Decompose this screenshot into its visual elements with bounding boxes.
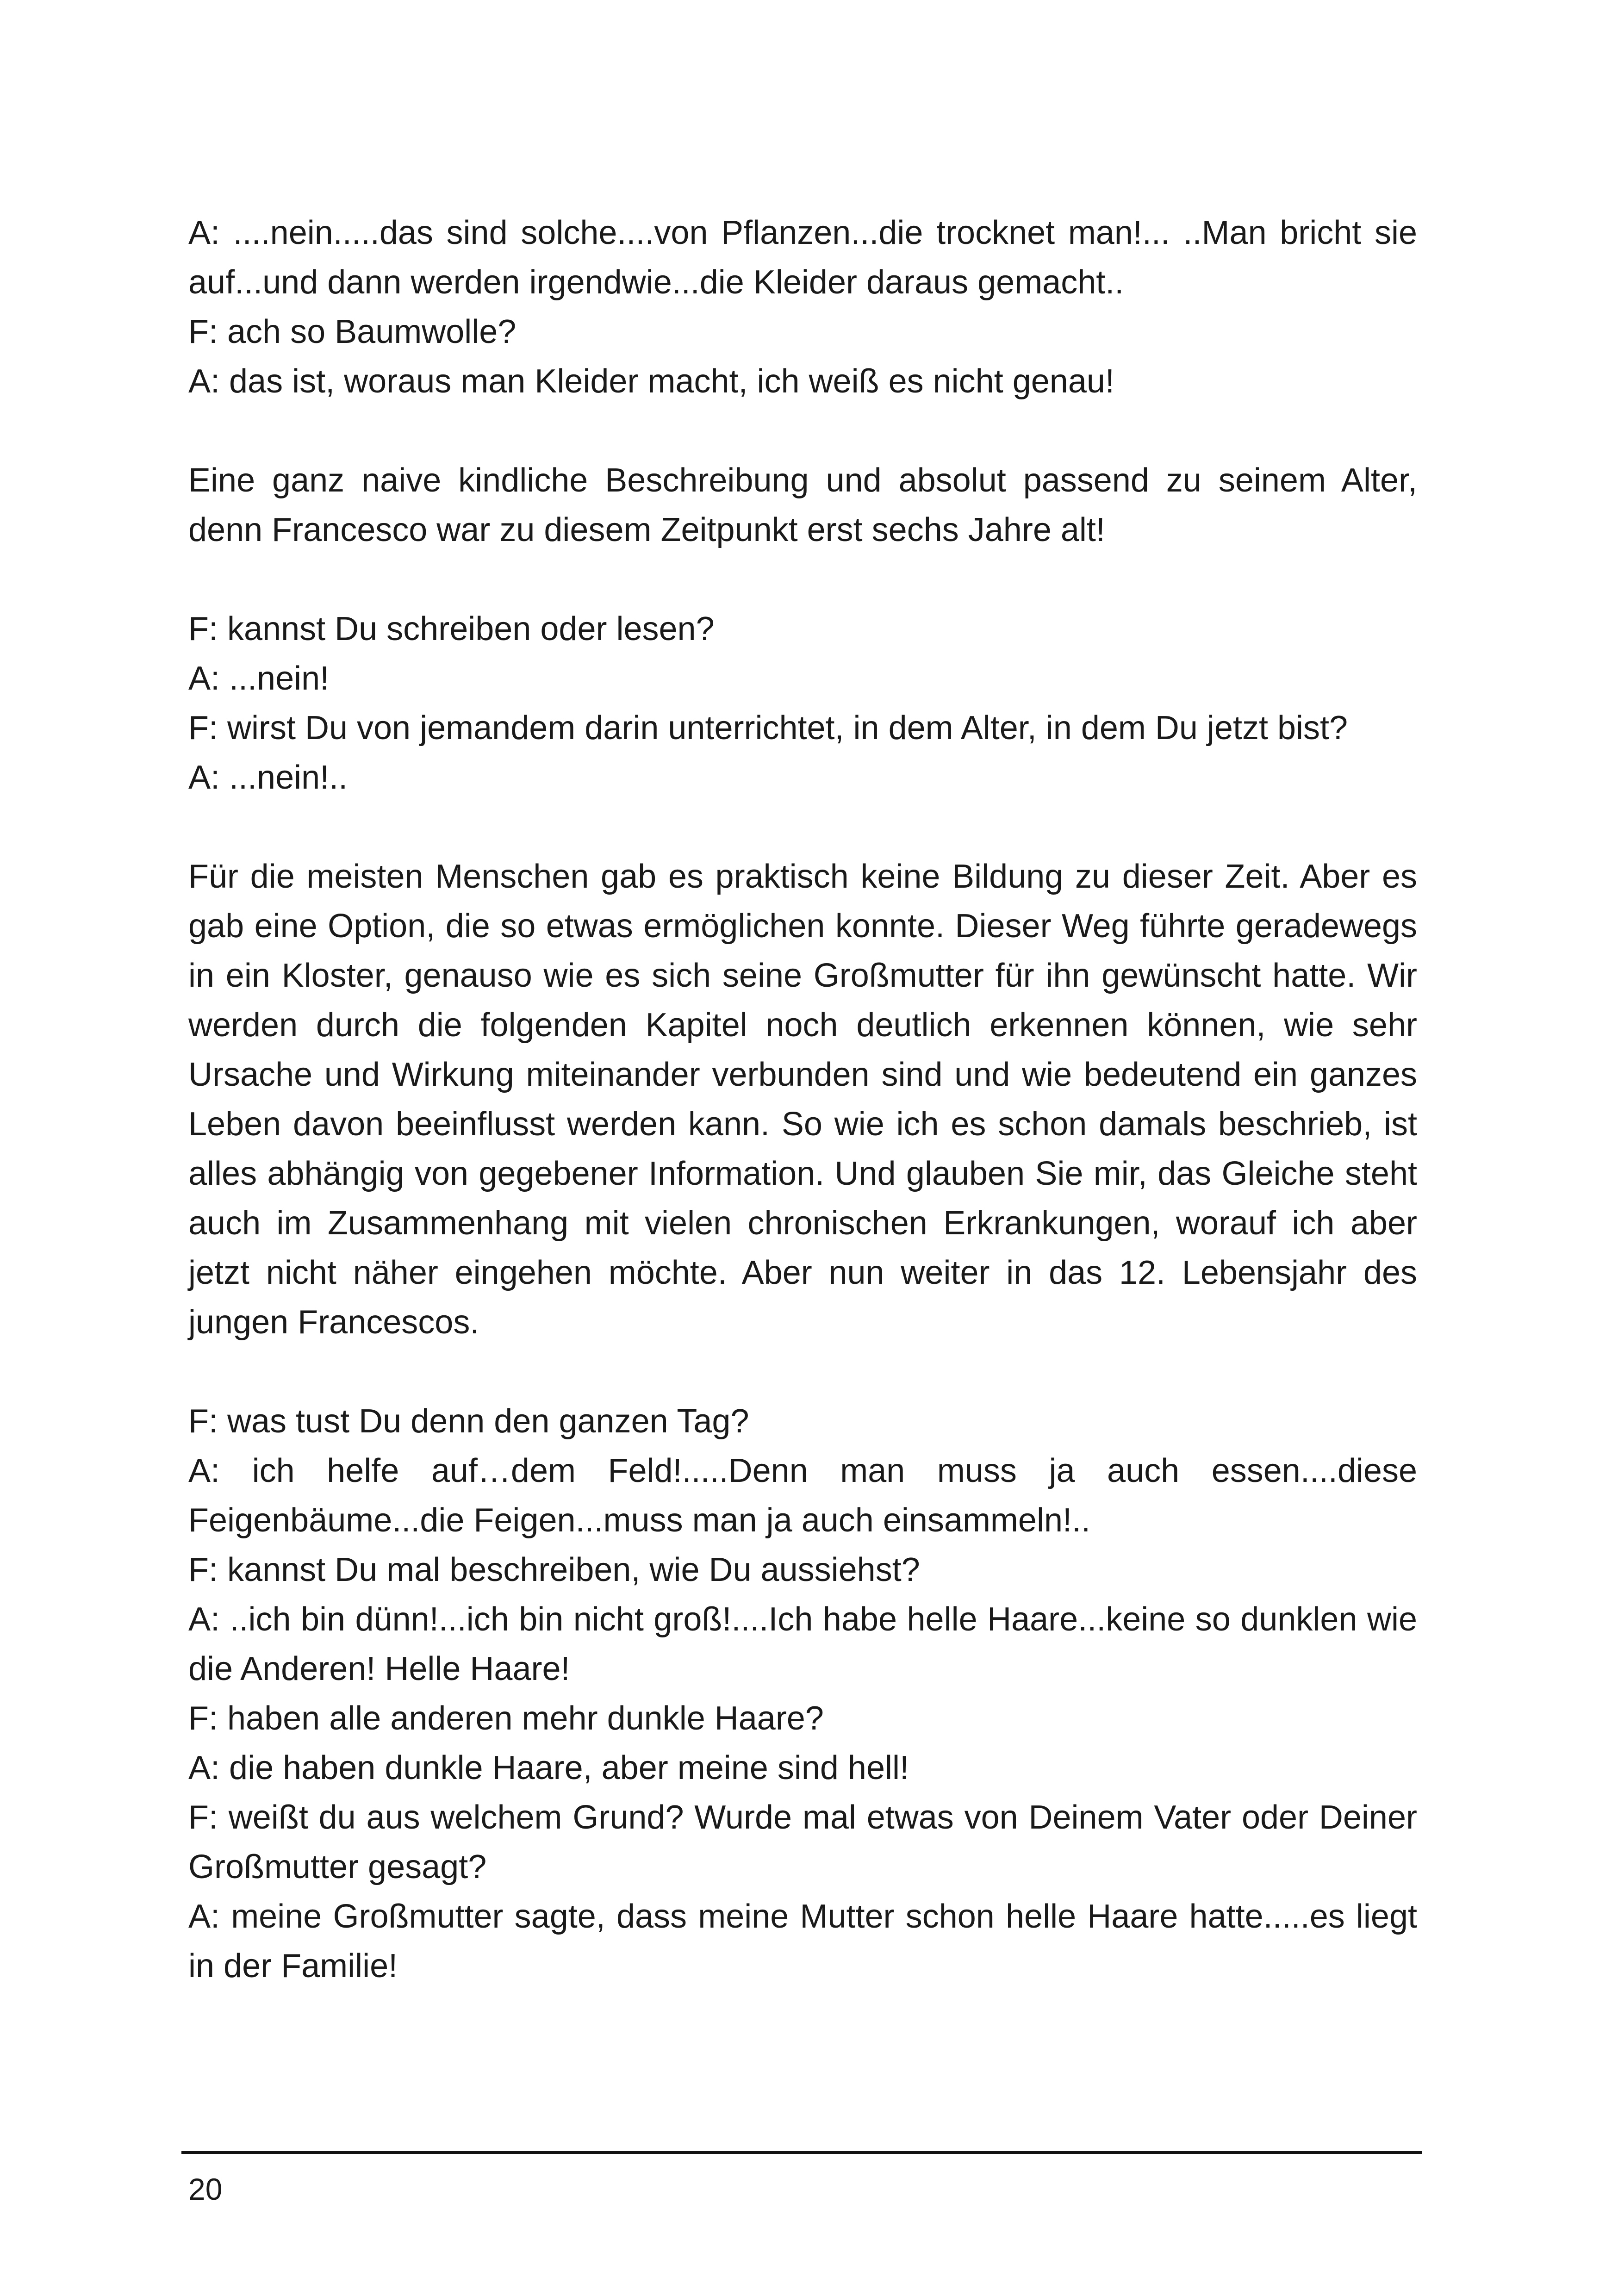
dialogue-line: F: wirst Du von jemandem darin unterrichtet, in dem Alter, in dem Du jetzt bist?	[188, 709, 1348, 747]
paragraph-spacer	[188, 1347, 1417, 1397]
dialogue-line: F: kannst Du mal beschreiben, wie Du aussiehst?	[188, 1551, 920, 1588]
dialogue-line: F: ach so Baumwolle?	[188, 313, 517, 350]
dialogue-line: F: weißt du aus welchem Grund? Wurde mal etwas von Deinem Vater oder Deiner Großmutter gesagt?	[188, 1799, 1417, 1885]
page-body	[188, 208, 1417, 1991]
dialogue-line: F: kannst Du schreiben oder lesen?	[188, 610, 715, 647]
dialogue-block-2	[188, 604, 1417, 803]
paragraph-spacer	[188, 406, 1417, 456]
footer-divider	[181, 2151, 1422, 2154]
dialogue-line: A: ich helfe auf…dem Feld!.....Denn man muss ja auch essen....diese Feigenbäume...die Feigen...muss man ja auch einsammeln!..	[188, 1452, 1417, 1539]
dialogue-block-3	[188, 1397, 1417, 1991]
narrative-paragraph: Für die meisten Menschen gab es praktisch keine Bildung zu dieser Zeit. Aber es gab eine Option, die so etwas ermöglichen konnte. Dieser Weg führte geradewegs in ein Kloster, genauso wie es sich seine Großmutter für ihn gewünscht hatte. Wir werden durch die folgenden Kapitel noch deutlich erkennen können, wie sehr Ursache und Wirkung miteinander verbunden sind und wie bedeutend ein ganzes Leben davon beeinflusst werden kann. So wie ich es schon damals beschrieb, ist alles abhängig von gegebener Information. Und glauben Sie mir, das Gleiche steht auch im Zusammenhang mit vielen chronischen Erkrankungen, worauf ich aber jetzt nicht näher eingehen möchte. Aber nun weiter in das 12. Lebensjahr des jungen Francescos.	[188, 858, 1417, 1341]
dialogue-line: F: was tust Du denn den ganzen Tag?	[188, 1403, 749, 1440]
dialogue-line: A: die haben dunkle Haare, aber meine sind hell!	[188, 1749, 909, 1786]
paragraph-spacer	[188, 803, 1417, 852]
dialogue-line: A: das ist, woraus man Kleider macht, ich weiß es nicht genau!	[188, 363, 1114, 400]
page-number: 20	[188, 2172, 223, 2206]
dialogue-line: F: haben alle anderen mehr dunkle Haare?	[188, 1700, 824, 1737]
dialogue-line: A: ...nein!	[188, 660, 330, 697]
dialogue-block-1	[188, 208, 1417, 406]
narrative-paragraph: Eine ganz naive kindliche Beschreibung und absolut passend zu seinem Alter, denn Francesco war zu diesem Zeitpunkt erst sechs Jahre alt!	[188, 462, 1417, 548]
dialogue-line: A: ..ich bin dünn!...ich bin nicht groß!....Ich habe helle Haare...keine so dunklen wie die Anderen! Helle Haare!	[188, 1601, 1417, 1687]
dialogue-line: A: meine Großmutter sagte, dass meine Mutter schon helle Haare hatte.....es liegt in der Familie!	[188, 1898, 1417, 1985]
dialogue-line: A: ....nein.....das sind solche....von Pflanzen...die trocknet man!... ..Man bricht sie auf...und dann werden irgendwie...die Kleider daraus gemacht..	[188, 214, 1417, 301]
paragraph-spacer	[188, 555, 1417, 604]
dialogue-line: A: ...nein!..	[188, 759, 348, 796]
